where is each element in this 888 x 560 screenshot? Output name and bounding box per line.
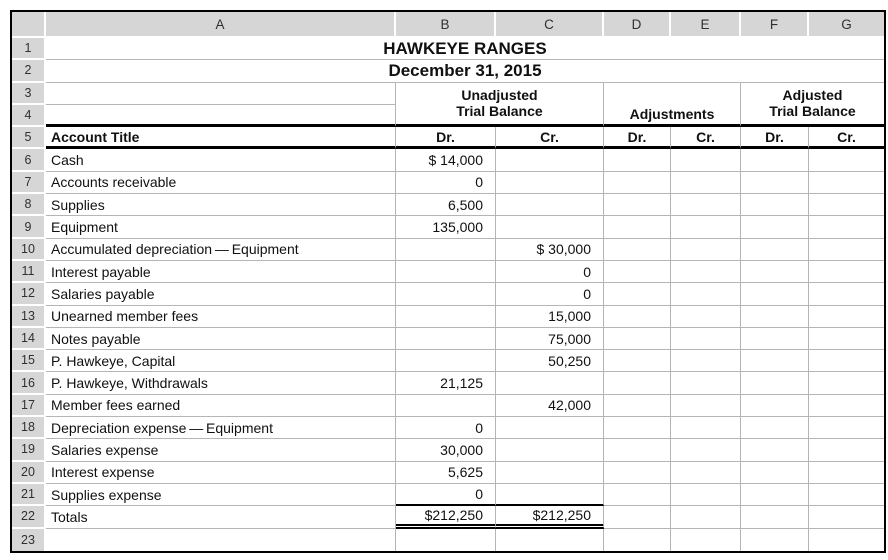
row-header-4[interactable]: 4 [12,105,46,127]
cell-utb-cr-header[interactable]: Cr. [496,127,604,149]
row-header-22[interactable]: 22 [12,506,46,528]
cell-F8[interactable] [741,194,809,216]
cell-G21[interactable] [809,484,884,506]
cell-D12[interactable] [604,283,671,305]
cell-A10[interactable]: Accumulated depreciation — Equipment [46,239,396,261]
cell-E11[interactable] [671,261,741,283]
cell-adj-dr-header[interactable]: Dr. [604,127,671,149]
cell-B13[interactable] [396,306,496,328]
cell-D13[interactable] [604,306,671,328]
cell-G8[interactable] [809,194,884,216]
cell-D8[interactable] [604,194,671,216]
cell-A14[interactable]: Notes payable [46,328,396,350]
cell-C6[interactable] [496,149,604,171]
row-header-21[interactable]: 21 [12,484,46,506]
cell-G19[interactable] [809,439,884,461]
cell-E22[interactable] [671,506,741,528]
section-header-line: Adjustments [629,106,715,123]
cell-atb-dr-header[interactable]: Dr. [741,127,809,149]
row-header-16[interactable]: 16 [12,372,46,394]
cell-G9[interactable] [809,216,884,238]
cell-E19[interactable] [671,439,741,461]
cell-C13[interactable]: 15,000 [496,306,604,328]
cell-C11[interactable]: 0 [496,261,604,283]
cell-C20[interactable] [496,462,604,484]
cell-B7[interactable]: 0 [396,172,496,194]
col-header-D[interactable]: D [604,12,671,38]
col-header-B[interactable]: B [396,12,496,38]
cell-D17[interactable] [604,395,671,417]
cell-D6[interactable] [604,149,671,171]
cell-C19[interactable] [496,439,604,461]
cell-E15[interactable] [671,350,741,372]
cell-A15[interactable]: P. Hawkeye, Capital [46,350,396,372]
row-header-10[interactable]: 10 [12,239,46,261]
cell-B15[interactable] [396,350,496,372]
cell-A4[interactable] [46,105,396,127]
section-header-adjusted-trial-balance[interactable] [741,83,884,128]
cell-D11[interactable] [604,261,671,283]
cell-adj-cr-header[interactable]: Cr. [671,127,741,149]
cell-C9[interactable] [496,216,604,238]
cell-F9[interactable] [741,216,809,238]
cell-A19[interactable]: Salaries expense [46,439,396,461]
cell-G12[interactable] [809,283,884,305]
cell-C15[interactable]: 50,250 [496,350,604,372]
cell-B17[interactable] [396,395,496,417]
col-header-C[interactable]: C [496,12,604,38]
cell-F20[interactable] [741,462,809,484]
cell-F11[interactable] [741,261,809,283]
row-header-7[interactable]: 7 [12,172,46,194]
cell-D18[interactable] [604,417,671,439]
cell-B8[interactable]: 6,500 [396,194,496,216]
cell-C12[interactable]: 0 [496,283,604,305]
cell-G10[interactable] [809,239,884,261]
cell-B9[interactable]: 135,000 [396,216,496,238]
cell-B12[interactable] [396,283,496,305]
cell-C14[interactable]: 75,000 [496,328,604,350]
corner-select-all-cell[interactable] [12,12,46,38]
cell-E7[interactable] [671,172,741,194]
cell-A18[interactable]: Depreciation expense — Equipment [46,417,396,439]
cell-D10[interactable] [604,239,671,261]
row-header-1[interactable]: 1 [12,38,46,60]
cell-G23[interactable] [809,529,884,551]
cell-B16[interactable]: 21,125 [396,372,496,394]
cell-F12[interactable] [741,283,809,305]
row-header-6[interactable]: 6 [12,149,46,171]
cell-B19[interactable]: 30,000 [396,439,496,461]
col-header-F[interactable]: F [741,12,809,38]
cell-G11[interactable] [809,261,884,283]
cell-D9[interactable] [604,216,671,238]
cell-G22[interactable] [809,506,884,528]
cell-F23[interactable] [741,529,809,551]
cell-E9[interactable] [671,216,741,238]
spreadsheet [10,10,886,553]
cell-B21[interactable]: 0 [396,484,496,506]
cell-E14[interactable] [671,328,741,350]
cell-B18[interactable]: 0 [396,417,496,439]
cell-A13[interactable]: Unearned member fees [46,306,396,328]
cell-F10[interactable] [741,239,809,261]
cell-C10[interactable]: $ 30,000 [496,239,604,261]
cell-F19[interactable] [741,439,809,461]
cell-A9[interactable]: Equipment [46,216,396,238]
cell-G14[interactable] [809,328,884,350]
row-header-19[interactable]: 19 [12,439,46,461]
cell-C7[interactable] [496,172,604,194]
cell-D21[interactable] [604,484,671,506]
cell-C22[interactable]: $212,250 [496,506,604,528]
cell-E8[interactable] [671,194,741,216]
cell-B11[interactable] [396,261,496,283]
cell-E10[interactable] [671,239,741,261]
row-header-18[interactable]: 18 [12,417,46,439]
cell-C18[interactable] [496,417,604,439]
row-header-5[interactable]: 5 [12,127,46,149]
row-header-3[interactable]: 3 [12,83,46,105]
cell-A23[interactable] [46,529,396,551]
cell-B23[interactable] [396,529,496,551]
cell-C17[interactable]: 42,000 [496,395,604,417]
cell-A16[interactable]: P. Hawkeye, Withdrawals [46,372,396,394]
cell-C21[interactable] [496,484,604,506]
cell-report-date[interactable]: December 31, 2015 [46,60,884,82]
cell-A12[interactable]: Salaries payable [46,283,396,305]
cell-F13[interactable] [741,306,809,328]
cell-C23[interactable] [496,529,604,551]
cell-E13[interactable] [671,306,741,328]
cell-D15[interactable] [604,350,671,372]
cell-E6[interactable] [671,149,741,171]
cell-F15[interactable] [741,350,809,372]
cell-utb-dr-header[interactable]: Dr. [396,127,496,149]
cell-D7[interactable] [604,172,671,194]
cell-E21[interactable] [671,484,741,506]
cell-B22[interactable]: $212,250 [396,506,496,528]
cell-A22[interactable]: Totals [46,506,396,528]
section-header-line: Trial Balance [769,103,856,120]
cell-company-title[interactable]: HAWKEYE RANGES [46,38,884,60]
cell-A17[interactable]: Member fees earned [46,395,396,417]
row-header-13[interactable]: 13 [12,306,46,328]
cell-D14[interactable] [604,328,671,350]
cell-D22[interactable] [604,506,671,528]
cell-F7[interactable] [741,172,809,194]
cell-C8[interactable] [496,194,604,216]
cell-B6[interactable]: $ 14,000 [396,149,496,171]
cell-D19[interactable] [604,439,671,461]
row-header-9[interactable]: 9 [12,216,46,238]
row-header-11[interactable]: 11 [12,261,46,283]
col-header-E[interactable]: E [671,12,741,38]
row-header-23[interactable]: 23 [12,529,46,551]
cell-atb-cr-header[interactable]: Cr. [809,127,884,149]
cell-A3[interactable] [46,83,396,105]
col-header-A[interactable]: A [46,12,396,38]
section-header-line: Adjusted [782,86,843,103]
row-header-12[interactable]: 12 [12,283,46,305]
section-header-line: Trial Balance [456,103,543,120]
cell-E20[interactable] [671,462,741,484]
col-header-G[interactable]: G [809,12,884,38]
cell-D23[interactable] [604,529,671,551]
cell-E16[interactable] [671,372,741,394]
cell-D20[interactable] [604,462,671,484]
cell-A11[interactable]: Interest payable [46,261,396,283]
cell-A20[interactable]: Interest expense [46,462,396,484]
row-header-20[interactable]: 20 [12,462,46,484]
cell-E12[interactable] [671,283,741,305]
cell-G16[interactable] [809,372,884,394]
cell-F18[interactable] [741,417,809,439]
cell-G15[interactable] [809,350,884,372]
cell-A21[interactable]: Supplies expense [46,484,396,506]
cell-F14[interactable] [741,328,809,350]
cell-A8[interactable]: Supplies [46,194,396,216]
cell-G6[interactable] [809,149,884,171]
row-header-17[interactable]: 17 [12,395,46,417]
cell-C16[interactable] [496,372,604,394]
cell-account-title-header[interactable]: Account Title [46,127,396,149]
cell-B14[interactable] [396,328,496,350]
cell-F17[interactable] [741,395,809,417]
section-header-adjustments[interactable] [604,83,741,128]
cell-F16[interactable] [741,372,809,394]
cell-B20[interactable]: 5,625 [396,462,496,484]
row-header-14[interactable]: 14 [12,328,46,350]
cell-E17[interactable] [671,395,741,417]
section-header-unadjusted-trial-balance[interactable] [396,83,604,128]
row-header-8[interactable]: 8 [12,194,46,216]
row-header-15[interactable]: 15 [12,350,46,372]
cell-F21[interactable] [741,484,809,506]
cell-F6[interactable] [741,149,809,171]
cell-A6[interactable]: Cash [46,149,396,171]
section-header-line: Unadjusted [461,86,538,103]
cell-A7[interactable]: Accounts receivable [46,172,396,194]
row-header-2[interactable]: 2 [12,60,46,82]
cell-D16[interactable] [604,372,671,394]
cell-G7[interactable] [809,172,884,194]
cell-G17[interactable] [809,395,884,417]
cell-G18[interactable] [809,417,884,439]
cell-F22[interactable] [741,506,809,528]
cell-G13[interactable] [809,306,884,328]
cell-B10[interactable] [396,239,496,261]
cell-E18[interactable] [671,417,741,439]
cell-E23[interactable] [671,529,741,551]
cell-G20[interactable] [809,462,884,484]
